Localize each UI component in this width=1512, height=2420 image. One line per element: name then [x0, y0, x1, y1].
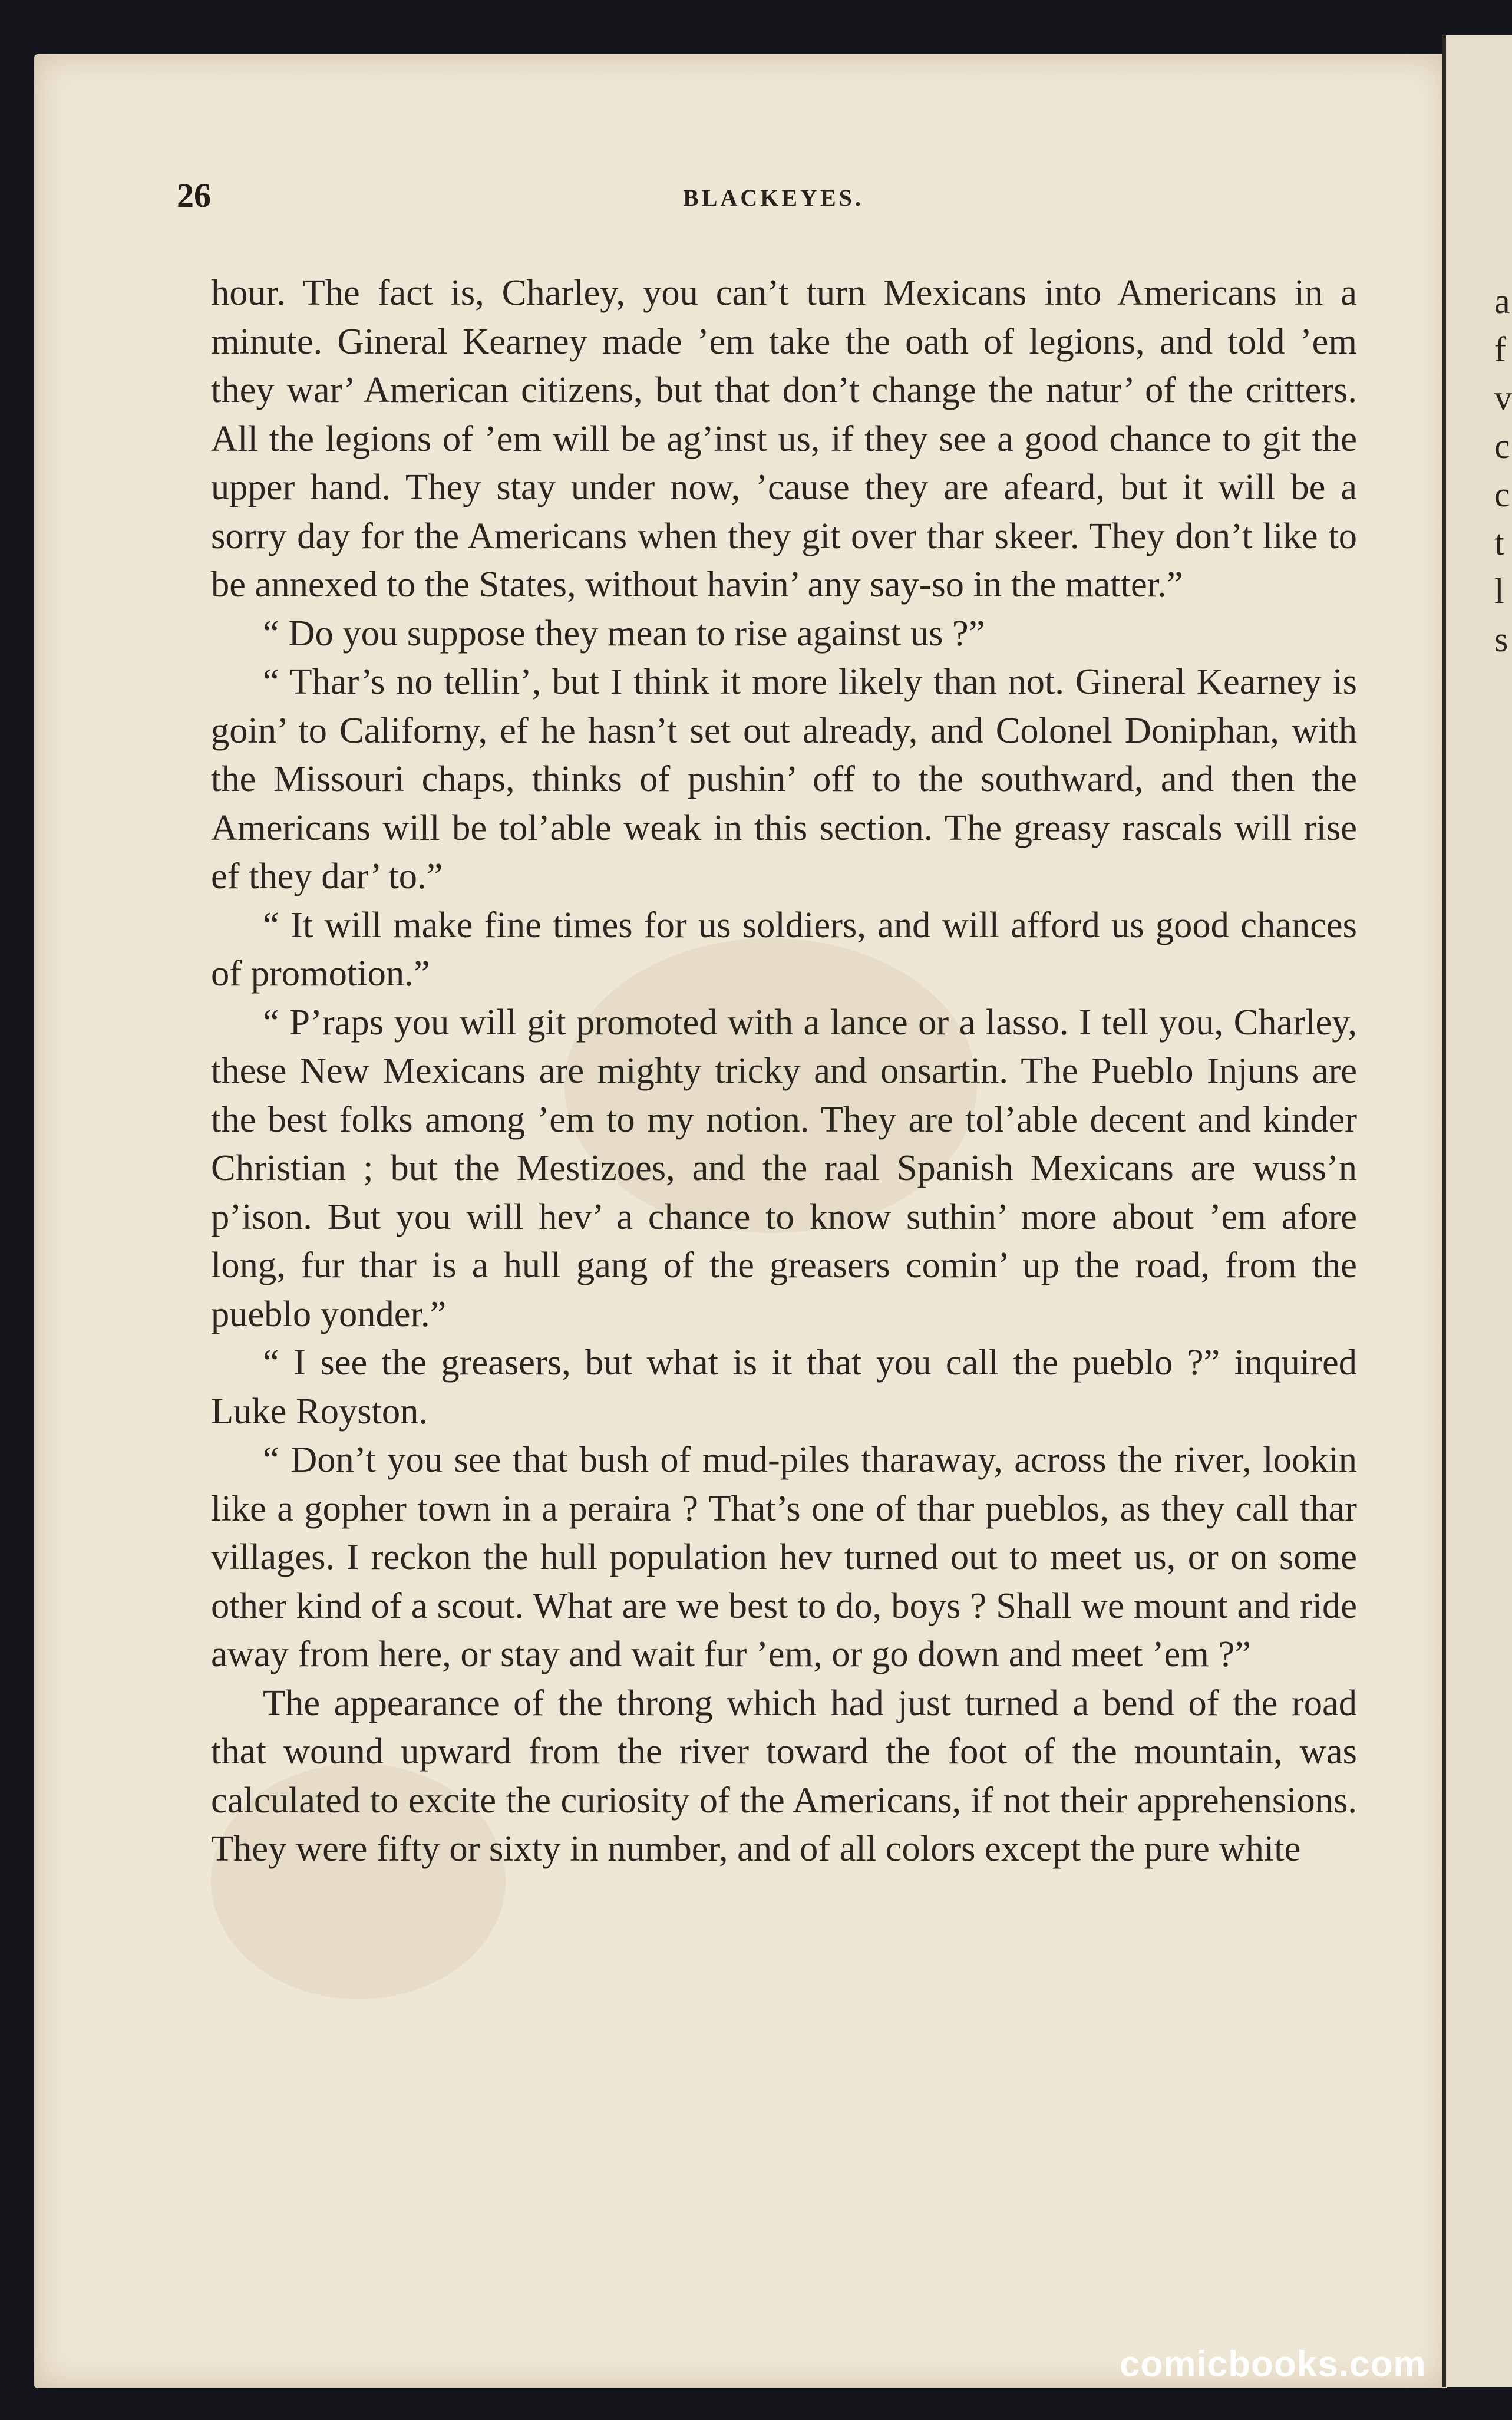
edge-letter: t — [1494, 523, 1504, 562]
paragraph: “ Do you suppose they mean to rise against us ?” — [263, 612, 985, 654]
paragraph: “ Don’t you see that bush of mud-piles tharaway, across the river, lookin like a gopher town in a peraira ? That’s one of thar pueblos, as they call thar villages. I reckon the hull population hev turned out to meet us, or on some other kind of a scout. What are we best to do, boys ? Shall we mount and ride away from here, or stay and wait fur ’em, or go down and meet ’em ?” — [211, 1439, 1357, 1674]
edge-letter: f — [1494, 330, 1506, 369]
edge-letter: l — [1494, 572, 1504, 611]
watermark-logo: comicbooks.com — [1120, 2344, 1427, 2385]
running-title: BLACKEYES. — [683, 184, 864, 211]
paragraph: “ P’raps you will git promoted with a lance or a lasso. I tell you, Charley, these New Mexicans are mighty tricky and onsartin. The Pueblo Injuns are the best folks among ’em to my notion. They are tol’able decent and kinder Christian ; but the Mestizoes, and the raal Spanish Mexicans are wuss’n p’ison. But you will hev’ a chance to know suthin’ more about ’em afore long, fur thar is a hull gang of the greasers comin’ up the road, from the pueblo yonder.” — [211, 1001, 1357, 1334]
edge-letter: s — [1494, 620, 1508, 659]
body-text — [211, 268, 1357, 1873]
paragraph: “ I see the greasers, but what is it that you call the pueblo ?” inquired Luke Royston. — [211, 1341, 1357, 1432]
paragraph: “ Thar’s no tellin’, but I think it more likely than not. Gineral Kearney is goin’ to Californy, ef he hasn’t set out already, and Colonel Doniphan, with the Missouri chaps, thinks of pushin’ off to the southward, and then the Americans will be tol’able weak in this section. The greasy rascals will rise ef they dar’ to.” — [211, 661, 1357, 896]
adjacent-page-text — [1494, 277, 1512, 664]
paragraph: hour. The fact is, Charley, you can’t turn Mexicans into Americans in a minute. Gineral Kearney made ’em take the oath of legions, and told ’em they war’ American citizens, but that don’t change the natur’ of the critters. All the legions of ’em will be ag’inst us, if they see a good chance to git the upper hand. They stay under now, ’cause they are afeard, but it will be a sorry day for the Americans when they git over thar skeer. They don’t like to be annexed to the States, without havin’ any say-so in the matter.” — [211, 272, 1357, 605]
edge-letter: c — [1494, 427, 1510, 466]
edge-letter: v — [1494, 378, 1512, 417]
edge-letter: c — [1494, 475, 1510, 514]
paragraph: “ It will make fine times for us soldiers, and will afford us good chances of promotion.” — [211, 904, 1357, 994]
paragraph: The appearance of the throng which had just turned a bend of the road that wound upward from the river toward the foot of the mountain, was calculated to excite the curiosity of the Americans, if not their apprehensions. They were fifty or sixty in number, and of all colors except the pure white — [211, 1682, 1357, 1869]
edge-letter: a — [1494, 282, 1510, 321]
page-header — [177, 176, 1370, 223]
page-number: 26 — [177, 176, 211, 215]
